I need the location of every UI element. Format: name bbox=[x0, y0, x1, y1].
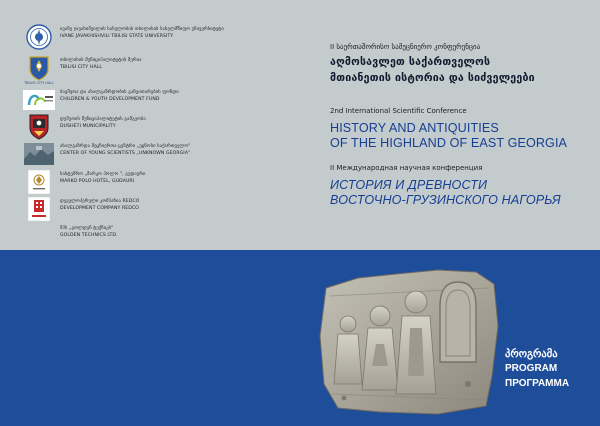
sponsor-name-geo: დუშეთის მუნიციპალიტეტის გამგეობა bbox=[60, 117, 146, 122]
program-label-geo: პროგრამა bbox=[505, 348, 558, 360]
young-scientists-center-logo-icon bbox=[22, 141, 56, 167]
ru-title-line1: ИСТОРИЯ И ДРЕВНОСТИ bbox=[330, 178, 488, 192]
sponsor-name-en: CHILDREN & YOUTH DEVELOPMENT FUND bbox=[60, 96, 160, 102]
sponsor-name-geo: ივანე ჯავახიშვილის სახელობის თბილისის სახელმწიფო უნივერსიტეტი bbox=[60, 27, 224, 32]
sponsor-name-en: CENTER OF YOUNG SCIENTISTS „UNKNOWN GEORGIA" bbox=[60, 150, 191, 156]
geo-subtitle: II საერთაშორისო სამეცნიერო კონფერენცია bbox=[330, 43, 481, 51]
sponsor-text bbox=[60, 27, 224, 40]
sponsor-item bbox=[22, 24, 307, 52]
university-seal-icon bbox=[22, 24, 56, 50]
sponsor-name-geo: თბილისის მუნიციპალიტეტის მერია bbox=[60, 58, 142, 63]
sponsor-text bbox=[60, 117, 146, 130]
sponsor-text bbox=[60, 199, 139, 212]
sponsor-name-en: DUSHETI MUNICIPALITY bbox=[60, 123, 116, 129]
tbilisi-city-hall-emblem-icon bbox=[22, 55, 56, 85]
sponsor-name-geo: ახალგაზრდა მეცნიერთა ცენტრი „უცნობი საქართველო" bbox=[60, 144, 191, 149]
dusheti-coat-of-arms-icon bbox=[22, 114, 56, 140]
sponsor-name-en: DEVELOPMENT COMPANY REDCO bbox=[60, 205, 139, 211]
sponsor-item bbox=[22, 141, 307, 169]
sponsor-item bbox=[22, 87, 307, 115]
youth-fund-logo-icon bbox=[22, 87, 56, 113]
program-label-en: PROGRAM bbox=[505, 363, 558, 374]
sponsor-text bbox=[60, 172, 145, 185]
sponsor-text bbox=[60, 226, 118, 239]
sponsor-item bbox=[22, 196, 307, 224]
sponsor-item bbox=[22, 55, 307, 83]
sponsor-name-geo: სასტუმრო „მარკო პოლო ", გუდაური bbox=[60, 172, 146, 177]
ru-title-line2: ВОСТОЧНО-ГРУЗИНСКОГО НАГОРЬЯ bbox=[330, 193, 561, 207]
marko-polo-hotel-logo-icon bbox=[22, 169, 56, 195]
sponsor-text bbox=[60, 90, 179, 103]
cover-bottom-panel bbox=[0, 250, 600, 426]
program-label-ru: ПРОГРАММА bbox=[505, 378, 570, 389]
sponsor-item bbox=[22, 114, 307, 142]
ru-subtitle: II Международная научная конференция bbox=[330, 164, 483, 172]
sponsor-text bbox=[60, 144, 190, 157]
logo-caption: TBILISI CITY HALL bbox=[24, 81, 54, 85]
sponsor-item bbox=[22, 223, 307, 251]
sponsor-name-en: GOLDEN TECHNICS LTD. bbox=[60, 232, 118, 238]
en-title-line1: HISTORY AND ANTIQUITIES bbox=[330, 121, 499, 135]
en-title-line2: OF THE HIGHLAND OF EAST GEORGIA bbox=[330, 136, 568, 150]
sponsor-name-en: IVANE JAVAKHISHVILI TBILISI STATE UNIVERSITY bbox=[60, 33, 174, 39]
sponsor-text bbox=[60, 58, 142, 71]
sponsor-name-geo: დეველოპერული კომპანია REDCO bbox=[60, 199, 140, 204]
sponsor-item bbox=[22, 169, 307, 197]
en-subtitle: 2nd International Scientific Conference bbox=[330, 107, 467, 115]
sponsor-name-en: TBILISI CITY HALL bbox=[60, 64, 103, 70]
sponsor-name-geo: ბავშვთა და ახალგაზრდობის განვითარების ფონდი bbox=[60, 90, 179, 95]
redco-logo-icon bbox=[22, 196, 56, 222]
sponsor-name-en: MARKO POLO HOTEL, GUDAURI bbox=[60, 178, 135, 184]
stone-relief-image bbox=[318, 266, 500, 416]
geo-title-line2: მთიანეთის ისტორია და სიძველეები bbox=[330, 72, 535, 84]
sponsor-name-geo: შპს „გოლდენ ტექნიკს" bbox=[60, 226, 114, 231]
geo-title-line1: აღმოსავლეთ საქართველოს bbox=[330, 56, 491, 68]
